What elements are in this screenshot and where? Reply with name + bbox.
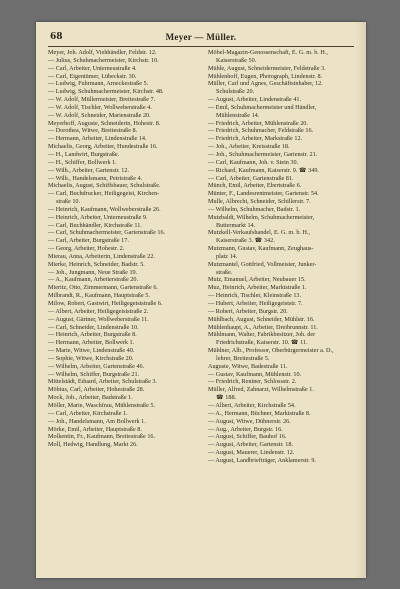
directory-entry: — Carl, Arbeiter, Gartenstraße 81.	[208, 174, 294, 182]
directory-entry: — Carl, Arbeiter, Kirchstraße 1.	[48, 409, 128, 417]
directory-entry: — August, Schiffer, Bauhof 16.	[208, 433, 287, 441]
directory-entry: Müller, Alfred, Zahnarzt, Wilhelmstraße 1.	[208, 386, 314, 394]
directory-entry: Michaelis, August, Schiffsbauer, Schulstraße.	[48, 182, 161, 190]
directory-entry: — Richard, Kaufmann, Kaiserstr. 9. ☎ 349.	[208, 166, 319, 174]
directory-entry: — Joh., Schuhmachermeister, Gartenstr. 21.	[208, 150, 318, 158]
directory-entry: — Georg, Arbeiter, Hohestr. 2.	[48, 245, 125, 253]
directory-entry: — Ludwig, Schuhmachermeister, Kirchstr. 48.	[48, 88, 164, 96]
directory-entry: Mühlner, Alb., Professor, Oberbürgermeister a. D.,	[208, 347, 334, 355]
directory-entry: Mutzkell-Verkaufshandel, E. G. m. b. H.,	[208, 229, 311, 237]
directory-entry: — Heinrich, Tischler, Kleinstraße 13.	[208, 292, 302, 300]
directory-entry: Möller, Marie, Waschfrau, Mühlenstraße 5.	[48, 401, 156, 409]
directory-entry: — August, Landbriefträger, Anklamerstr. 9.	[208, 456, 317, 464]
directory-entry: platz 14.	[216, 252, 238, 260]
directory-entry: — Wilhelm, Schiffer, Burgstraße 21.	[48, 370, 140, 378]
directory-entry: Kaiserstraße 3. ☎ 342.	[216, 237, 275, 245]
directory-entry: Muz, Heinrich, Arbeiter, Marktstraße 1.	[208, 284, 307, 292]
directory-entry: — W. Adolf, Schneider, Marienstraße 20.	[48, 111, 151, 119]
directory-entry: — Joh., Jungmann, Neue Straße 19.	[48, 268, 138, 276]
right-column	[208, 49, 360, 465]
directory-entry: Moll, Hedwig, Handlung, Markt 26.	[48, 441, 138, 449]
page-gutter-shadow	[356, 22, 366, 578]
directory-entry: — Carl, Schuhmachermeister, Gartenstraße 16.	[48, 229, 166, 237]
directory-entry: Molkentin, Fr., Kaufmann, Breitestraße 16.	[48, 433, 156, 441]
page-number: 68	[50, 32, 63, 42]
directory-entry: — Marie, Witwe, Lindenstraße 40.	[48, 347, 135, 355]
directory-entry: Mörke, Emil, Arbeiter, Hauptstraße 8.	[48, 425, 142, 433]
directory-entry: Mulle, Albrecht, Schneider, Schillerstr. 7.	[208, 198, 311, 206]
directory-entry: — Carl, Buchdrucker, Heiligegeist, Kirchen-	[48, 190, 160, 198]
directory-entry: Münch, Emil, Arbeiter, Ebertstraße 6.	[208, 182, 302, 190]
directory-entry: — Albert, Arbeiter, Heiligegeiststraße 2.	[48, 307, 149, 315]
directory-entry: — Joh., Arbeiter, Kreisstraße 18.	[208, 143, 290, 151]
directory-entry: Meyerhoff, Auguste, Schneiderin, Hohestr. 8.	[48, 119, 161, 127]
directory-entry: Mutz, Emanuel, Arbeiter, Neubauer 15.	[208, 276, 306, 284]
directory-entry: Mutzmann, Gustav, Kaufmann, Zeughaus-	[208, 245, 314, 253]
directory-entry: — Friedrich, Arbeiter, Markstraße 12.	[208, 135, 303, 143]
header-rule	[48, 46, 354, 47]
directory-entry: Milbrandt, R., Kaufmann, Hauptstraße 5.	[48, 292, 150, 300]
directory-entry: — August, Witwe, Dühnerstr. 26.	[208, 417, 291, 425]
directory-entry: — August, Arbeiter, Lindenstraße 41.	[208, 96, 302, 104]
directory-entry: Mühlenstraße 14.	[216, 111, 260, 119]
directory-entry: — Carl, Arbeiter, Unterneustraße 4.	[48, 64, 137, 72]
directory-entry: — Hermann, Arbeiter, Lindenstraße 14.	[48, 135, 147, 143]
directory-entry: Auguste, Witwe, Badestraße 11.	[208, 362, 288, 370]
directory-entry: straße.	[216, 268, 233, 276]
directory-entry: — Joh., Handelsmann, Am Bollwerk 1.	[48, 417, 146, 425]
directory-entry: — Carl, Arbeiter, Burgstraße 17.	[48, 237, 129, 245]
directory-entry: lehrer, Breitestraße 5.	[216, 354, 270, 362]
page-header	[36, 32, 366, 46]
directory-entry: — Albert, Arbeiter, Kirchstraße 54.	[208, 401, 296, 409]
directory-entry: — Heinrich, Arbeiter, Unterneustraße 9.	[48, 213, 148, 221]
directory-entry: Mühlenhaupt, A., Arbeiter, Dreibrunnstr. 11.	[208, 323, 318, 331]
directory-entry: — W. Adolf, Tischler, Wollweberstraße 4.	[48, 103, 152, 111]
directory-entry: — Friedrich, Schuhmacher, Feldstraße 16.	[208, 127, 314, 135]
directory-entry: Buttermarkt 14.	[216, 221, 256, 229]
left-column	[48, 49, 200, 449]
directory-entry: Müller, Carl und Agnes, Geschäftsinhaber, 12.	[208, 80, 323, 88]
directory-entry: — Hermann, Arbeiter, Bollwerk 1.	[48, 339, 135, 347]
directory-entry: Möbel-Magazin-Genossenschaft, E. G. m. b. H.,	[208, 49, 328, 56]
directory-entry: — Hubert, Arbeiter, Heiligegeiststr. 7.	[208, 300, 303, 307]
directory-entry: Mühlmann, Walter, Fabrikbesitzer, Joh. der	[208, 331, 316, 339]
directory-entry: Kaiserstraße 50.	[216, 56, 257, 64]
directory-entry: Mieritz, Otto, Zimmermann, Gartenstraße 6.	[48, 284, 158, 292]
directory-entry: Mierau, Anna, Arbeiterin, Lindenstraße 22.	[48, 252, 155, 260]
directory-entry: — A., Kaufmann, Arbeiterstraße 20.	[48, 276, 139, 284]
directory-entry: — August, Mauerer, Lindenstr. 12.	[208, 449, 295, 457]
directory-entry: — Carl, Buchhändler, Kirchstraße 11.	[48, 221, 142, 229]
directory-entry: Mühlbach, August, Schneider, Mühlstr. 16.	[208, 315, 315, 323]
directory-entry: Meyer, Joh. Adolf, Viehhändler, Feldstr. 12.	[48, 49, 157, 56]
directory-entry: — Wilh., Arbeiter, Gartenstr. 12.	[48, 166, 130, 174]
directory-entry: — Wilhelm, Arbeiter, Gartenstraße 46.	[48, 362, 145, 370]
directory-entry: straße 10.	[56, 198, 81, 206]
directory-entry: Mutzmantel, Gottfried, Vollmeister, Junker-	[208, 260, 317, 268]
directory-entry: — Friedrich, Arbeiter, Mühlenstraße 20.	[208, 119, 308, 127]
directory-entry: Mühlenhoff, Eugen, Photograph, Lindenstr. 8.	[208, 72, 323, 80]
directory-entry: Mierke, Heinrich, Schneider, Badstr. 5.	[48, 260, 145, 268]
directory-page	[36, 22, 366, 578]
directory-entry: Mittelstädt, Eduard, Arbeiter, Schulstraße 3.	[48, 378, 158, 386]
directory-entry: — August, Gärtner, Wollweberstraße 11.	[48, 315, 149, 323]
directory-entry: — Carl, Kaufmann, Joh. v. Stein 30.	[208, 158, 299, 166]
directory-entry: Mock, Joh., Arbeiter, Badstraße 1.	[48, 394, 133, 402]
directory-entry: — August, Arbeiter, Gartenstr. 18.	[208, 441, 293, 449]
directory-entry: — Emil, Schuhmachermeister und Händler,	[208, 103, 317, 111]
directory-entry: Michaelis, Georg, Arbeiter, Hundestraße 16.	[48, 143, 158, 151]
directory-entry: ☎ 188.	[216, 394, 237, 402]
directory-entry: — Heinrich, Kaufmann, Wollweberstraße 26.	[48, 205, 161, 213]
directory-entry: Möbius, Carl, Arbeiter, Hohestraße 28.	[48, 386, 145, 394]
directory-entry: Mutzbaldt, Wilhelm, Schuhmachermeister,	[208, 213, 315, 221]
directory-entry: Friedrichstraße, Kaiserstr. 10. ☎ 11.	[216, 339, 308, 347]
directory-entry: — W. Adolf, Müllermeister, Breitestraße 7.	[48, 96, 156, 104]
directory-entry: — Heinrich, Arbeiter, Burgstraße 8.	[48, 331, 137, 339]
directory-entry: — H., Schiffer, Bollwerk 1.	[48, 158, 117, 166]
directory-entry: — Julius, Schuhmachermeister, Kirchstr. 10.	[48, 56, 159, 64]
directory-entry: Münter, F., Landesrentmeister, Gartenstr. 54.	[208, 190, 319, 198]
directory-entry: — Wilhelm, Schuhmacher, Badstr. 1.	[208, 205, 301, 213]
directory-entry: — Wilh., Handelsmann, Petristraße 4.	[48, 174, 143, 182]
directory-entry: — Robert, Arbeiter, Burgstr. 20.	[208, 307, 288, 315]
directory-entry: — Ludwig, Fuhrmann, Arneckestraße 5.	[48, 80, 149, 88]
directory-entry: — Gustav, Kaufmann, Mühlenstr. 10.	[208, 370, 302, 378]
directory-entry: — Carl, Eigentümer, Lübeckstr. 30.	[48, 72, 137, 80]
directory-entry: — Dorothea, Witwe, Breitestraße 8.	[48, 127, 138, 135]
directory-entry: — Carl, Schneider, Lindenstraße 10.	[48, 323, 139, 331]
directory-entry: Milow, Robert, Gastwirt, Heiligegeiststraße 6.	[48, 300, 163, 307]
directory-entry: Schulstraße 20.	[216, 88, 255, 96]
directory-entry: — Friedrich, Rentner, Schlossstr. 2.	[208, 378, 297, 386]
directory-entry: — A., Hermann, Büchner, Marktstraße 8.	[208, 409, 311, 417]
directory-entry: Mühle, August, Schneidermeister, Feldstraße 3.	[208, 64, 326, 72]
directory-entry: — Aug., Arbeiter, Burgstr. 16.	[208, 425, 283, 433]
directory-entry: — H., Landwirt, Burgstraße.	[48, 150, 120, 158]
directory-entry: — Sophie, Witwe, Kirchstraße 20.	[48, 354, 134, 362]
page-title: Meyer — Müller.	[165, 32, 237, 42]
